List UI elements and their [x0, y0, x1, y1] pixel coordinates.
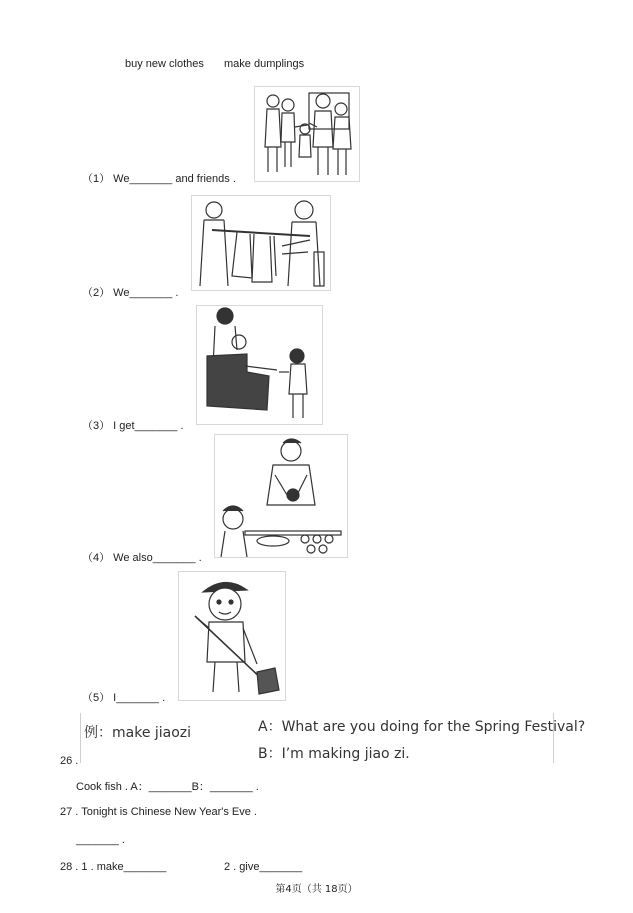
example-box — [80, 713, 586, 763]
question-item-1: （1） We_______ and friends . — [82, 173, 236, 185]
question-item-4: （4） We also_______ . — [82, 552, 202, 564]
lucky-money-image — [196, 305, 323, 425]
example-question: A：What are you doing for the Spring Festival? — [258, 719, 586, 735]
question-28-part-2: 2 . give_______ — [224, 861, 303, 873]
example-phrase: 例：make jiaozi — [84, 725, 192, 741]
question-26-number: 26 . — [60, 755, 79, 767]
family-group-drawing — [255, 87, 359, 181]
make-dumplings-drawing — [215, 435, 347, 557]
family-group-image — [254, 86, 360, 182]
buy-clothes-image — [191, 195, 331, 291]
buy-clothes-drawing — [192, 196, 330, 290]
example-answer: B：I’m making jiao zi. — [258, 746, 410, 762]
lucky-money-drawing — [197, 306, 322, 424]
make-dumplings-image — [214, 434, 348, 558]
word-bank — [125, 58, 304, 70]
question-27-blank: _______ . — [76, 834, 125, 846]
question-26-text: Cook fish . A：_______B：_______ . — [76, 781, 259, 793]
question-item-2: （2） We_______ . — [82, 287, 179, 299]
sweep-floor-drawing — [179, 572, 285, 700]
question-item-5: （5） I_______ . — [82, 692, 166, 704]
word-bank-option-2: make dumplings — [224, 58, 305, 70]
question-item-3: （3） I get_______ . — [82, 420, 184, 432]
word-bank-option-1: buy new clothes — [125, 58, 204, 70]
question-28-part-1: 28 . 1 . make_______ — [60, 861, 167, 873]
sweep-floor-image — [178, 571, 286, 701]
question-27-text: 27 . Tonight is Chinese New Year's Eve . — [60, 806, 257, 818]
page-footer: 第4页（共 18页） — [275, 884, 358, 895]
